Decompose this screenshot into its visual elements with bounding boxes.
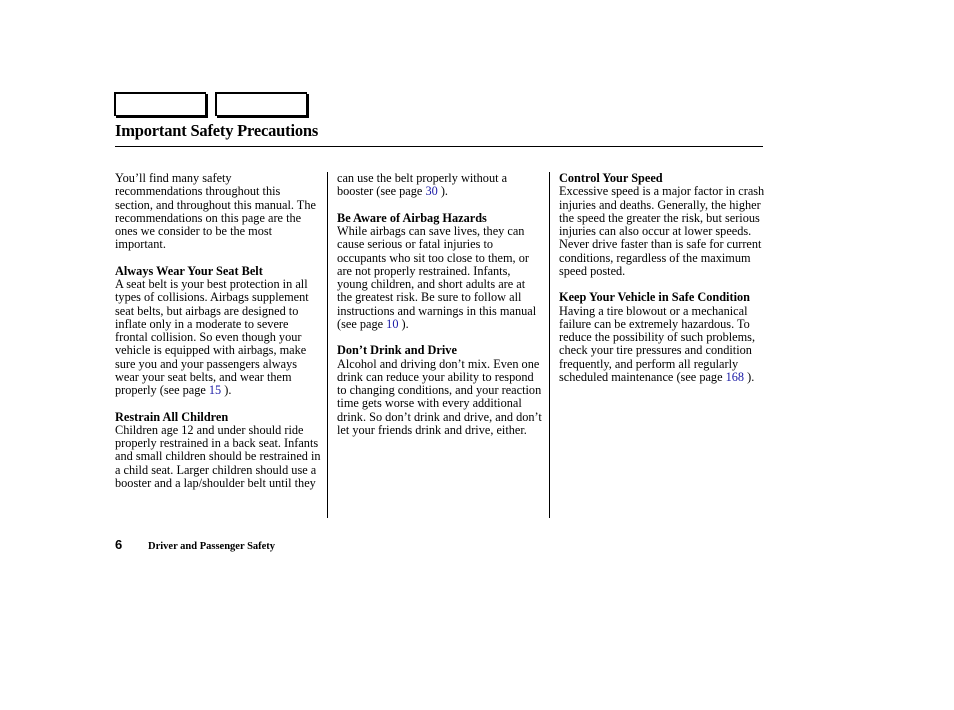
children-suffix: ). [440,184,448,199]
airbag-text: While airbags can save lives, they can cause serious or fatal injuries to occupants who sit too close to them, or are not properly restrained. Infants, young children, and short adults are at the greatest risk. Be sure to follow all instructions and warnings in this manual (see page [337,224,537,331]
section-name: Driver and Passenger Safety [148,541,276,552]
seat-belt-suffix: ). [224,383,232,397]
seat-belt-text: A seat belt is your best protection in all types of collisions. Airbags supplement seat belts, but airbags are designed to inflate only in a moderate to severe frontal collision. So even though your vehicle is equipped with airbags, make sure you and your passengers always wear your seat belts, and wear them properly (see page [115,277,309,397]
vehicle-heading: Keep Your Vehicle in Safe Condition [559,290,750,305]
airbag-paragraph [337,225,543,331]
next-page-button[interactable] [215,92,307,116]
seat-belt-paragraph [115,278,321,397]
column-3 [559,172,765,397]
column-divider-2 [549,172,550,518]
vehicle-paragraph [559,305,765,385]
drink-paragraph: Alcohol and driving don’t mix. Even one drink can reduce your ability to respond to changing conditions, and your reaction time gets worse with every additional drink. So don’t drink and drive, and don’t let your friends drink and drive, either. [337,356,542,437]
airbag-heading: Be Aware of Airbag Hazards [337,210,487,225]
column-2 [337,172,543,450]
vehicle-suffix: ). [747,369,755,384]
column-divider-1 [327,172,328,518]
page-title: Important Safety Precautions [115,121,319,140]
children-page-link[interactable]: 30 [425,184,438,199]
vehicle-text: Having a tire blowout or a mechanical failure can be extremely hazardous. To reduce the possibility of such problems, check your tire pressures and condition frequently, and perform all regularly scheduled maintenance (see page [559,303,756,384]
previous-page-button[interactable] [114,92,206,116]
column-1 [115,172,321,490]
vehicle-page-link[interactable]: 168 [725,369,745,384]
airbag-page-link[interactable]: 10 [386,316,399,331]
children-heading: Restrain All Children [115,409,229,424]
children-paragraph: Children age 12 and under should ride properly restrained in a back seat. Infants and small children should be restrained in a child seat. Larger children should use a booster and a lap/shoulder belt until they [115,422,321,490]
children-continued-paragraph [337,172,543,199]
speed-paragraph: Excessive speed is a major factor in crash injuries and deaths. Generally, the higher the speed the greater the risk, but serious injuries can also occur at lower speeds. Never drive faster than is safe for current conditions, regardless of the maximum speed posted. [559,184,765,278]
page-number: 6 [115,537,123,552]
airbag-suffix: ). [401,316,409,331]
children-continued-text: can use the belt properly without a booster (see page [337,171,508,199]
seat-belt-page-link[interactable]: 15 [208,383,222,397]
drink-heading: Don’t Drink and Drive [337,343,457,358]
seat-belt-heading: Always Wear Your Seat Belt [115,263,263,278]
title-divider [115,146,763,147]
intro-paragraph: You’ll find many safety recommendations throughout this section, and throughout this manual. The recommendations on this page are the ones we consider to be the most important. [115,171,316,252]
speed-heading: Control Your Speed [559,171,663,185]
